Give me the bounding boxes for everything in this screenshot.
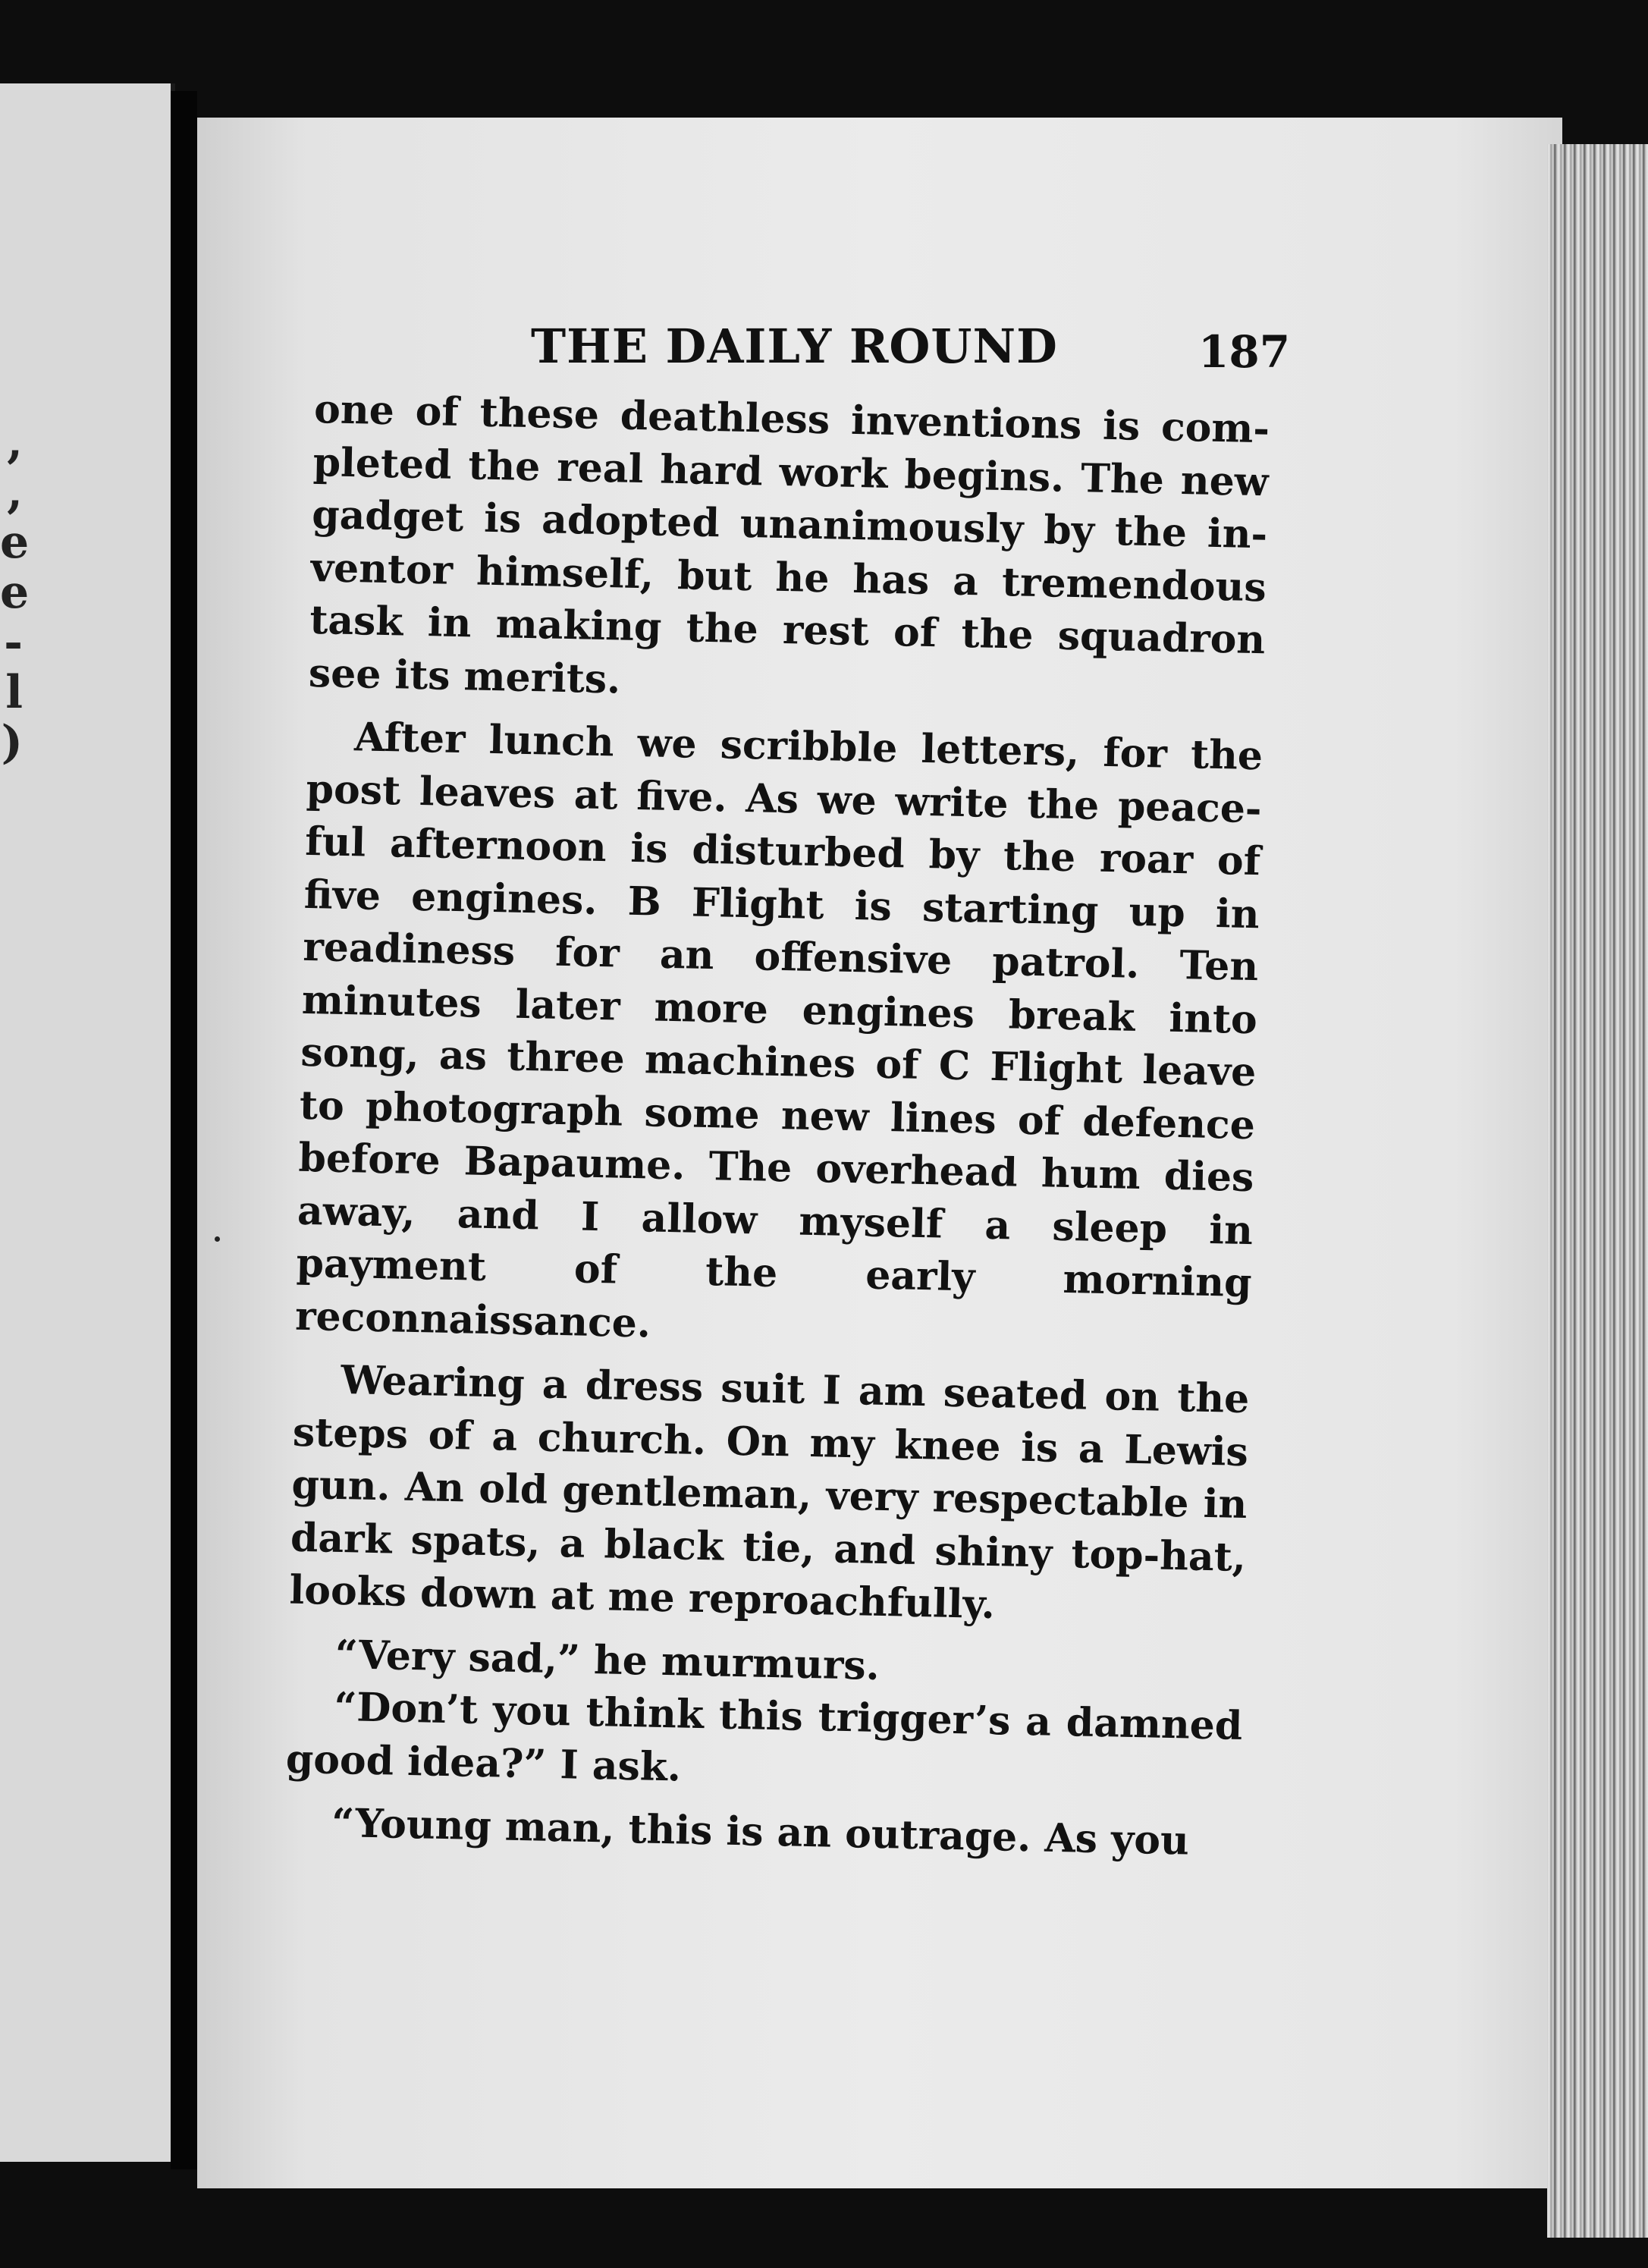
left-fragment: ): [1, 716, 23, 769]
running-head: THE DAILY ROUND: [531, 319, 1058, 374]
page-edges: [1547, 144, 1648, 2238]
left-fragment: e: [0, 566, 30, 619]
left-fragment: l: [5, 666, 23, 719]
page-number: 187: [1198, 326, 1291, 378]
left-fragment: -: [4, 616, 23, 669]
paragraph: After lunch we scribble letters, for the post leaves at five. As we write the peaceful afternoon is disturbed by the roar of five engines. B Flight is starting up in readiness for an offensive patrol. Ten minutes later more engines break into song, as three machines of C Flight leave to photograph some new lines of defence before Bapaume. The overhead hum dies away, and I allow myself a sleep in payment of the early morning reconnaissance.: [294, 714, 1263, 1347]
dialogue-line: “Very sad,” he murmurs.: [334, 1631, 881, 1689]
dialogue-line: “Young man, this is an outrage. As you: [331, 1799, 1190, 1864]
book-gutter: [171, 91, 197, 2169]
paragraph: Wearing a dress suit I am seated on the steps of a church. On my knee is a Lewis gun. An old gentleman, very respectable in dark spats, a black tie, and shiny top-hat, looks down at me reproachfully.: [289, 1357, 1250, 1629]
left-fragment: e: [0, 516, 30, 569]
left-fragment: ,: [7, 466, 23, 519]
dialogue-line: “Don’t you think this trigger’s a damned good idea?” I ask.: [285, 1683, 1243, 1791]
left-page-text-fragments: [0, 416, 30, 769]
left-fragment: ,: [7, 416, 23, 469]
left-facing-page: [0, 83, 175, 2162]
stray-ink-mark: [215, 1236, 220, 1242]
paragraph: one of these deathless inventions is completed the real hard work begins. The new gadget is adopted unanimously by the inventor himself, but he has a tremendous task in making the rest of the squadron see its merits.: [308, 385, 1270, 703]
page-body: [284, 383, 1270, 1879]
